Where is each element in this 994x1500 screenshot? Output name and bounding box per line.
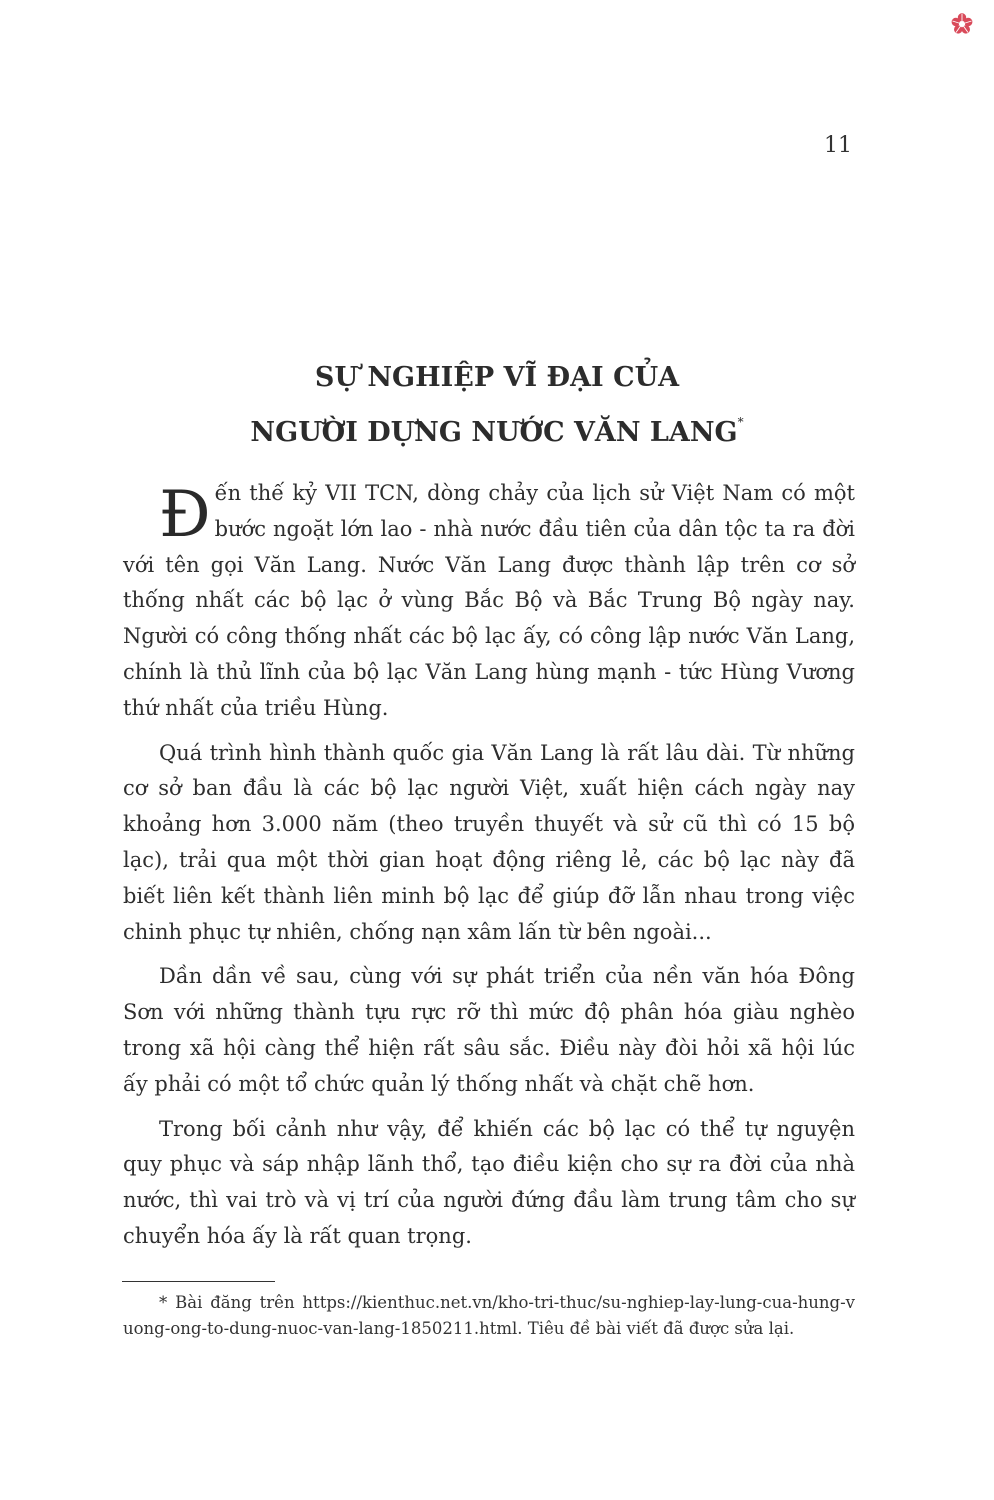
footnote-text: * Bài đăng trên https://kienthuc.net.vn/kho-tri-thuc/su-nghiep-lay-lung-cua-hung-vuong-ong-to-dung-nuoc-van-lang-1850211.html. Tiêu đề bài viết đã được sửa lại.	[123, 1293, 855, 1338]
paragraph-4: Trong bối cảnh như vậy, để khiến các bộ lạc có thể tự nguyện quy phục và sáp nhập lãnh thổ, tạo điều kiện cho sự ra đời của nhà nước, thì vai trò và vị trí của người đứng đầu làm trung tâm cho sự chuyển hóa ấy là rất quan trọng.	[123, 1116, 855, 1248]
footnote-divider	[122, 1281, 275, 1282]
dropcap-letter: Đ	[159, 478, 211, 552]
flower-ornament-icon	[950, 12, 974, 36]
title-line-2: NGƯỜI DỰNG NƯỚC VĂN LANG	[250, 417, 738, 449]
paragraph-3: Dần dần về sau, cùng với sự phát triển của nền văn hóa Đông Sơn với những thành tựu rực rỡ thì mức độ phân hóa giàu nghèo trong xã hội càng thể hiện rất sâu sắc. Điều này đòi hỏi xã hội lúc ấy phải có một tổ chức quản lý thống nhất và chặt chẽ hơn.	[123, 964, 855, 1096]
paragraph-1	[123, 476, 855, 727]
title-line-1: SỰ NGHIỆP VĨ ĐẠI CỦA	[314, 362, 680, 394]
footnote	[123, 1290, 855, 1342]
paragraph-2: Quá trình hình thành quốc gia Văn Lang là rất lâu dài. Từ những cơ sở ban đầu là các bộ lạc người Việt, xuất hiện cách ngày nay khoảng hơn 3.000 năm (theo truyền thuyết và sử cũ thì có 15 bộ lạc), trải qua một thời gian hoạt động riêng lẻ, các bộ lạc này đã biết liên kết thành liên minh bộ lạc để giúp đỡ lẫn nhau trong việc chinh phục tự nhiên, chống nạn xâm lấn từ bên ngoài...	[123, 740, 855, 944]
footnote-marker: *	[737, 415, 744, 430]
chapter-title	[0, 356, 994, 455]
body-text	[123, 476, 855, 1264]
paragraph-1-text: ến thế kỷ VII TCN, dòng chảy của lịch sử Việt Nam có một bước ngoặt lớn lao - nhà nước đầu tiên của dân tộc ta ra đời với tên gọi Văn Lang. Nước Văn Lang được thành lập trên cơ sở thống nhất các bộ lạc ở vùng Bắc Bộ và Bắc Trung Bộ ngày nay. Người có công thống nhất các bộ lạc ấy, có công lập nước Văn Lang, chính là thủ lĩnh của bộ lạc Văn Lang hùng mạnh - tức Hùng Vương thứ nhất của triều Hùng.	[123, 481, 855, 720]
page-number: 11	[824, 133, 852, 158]
